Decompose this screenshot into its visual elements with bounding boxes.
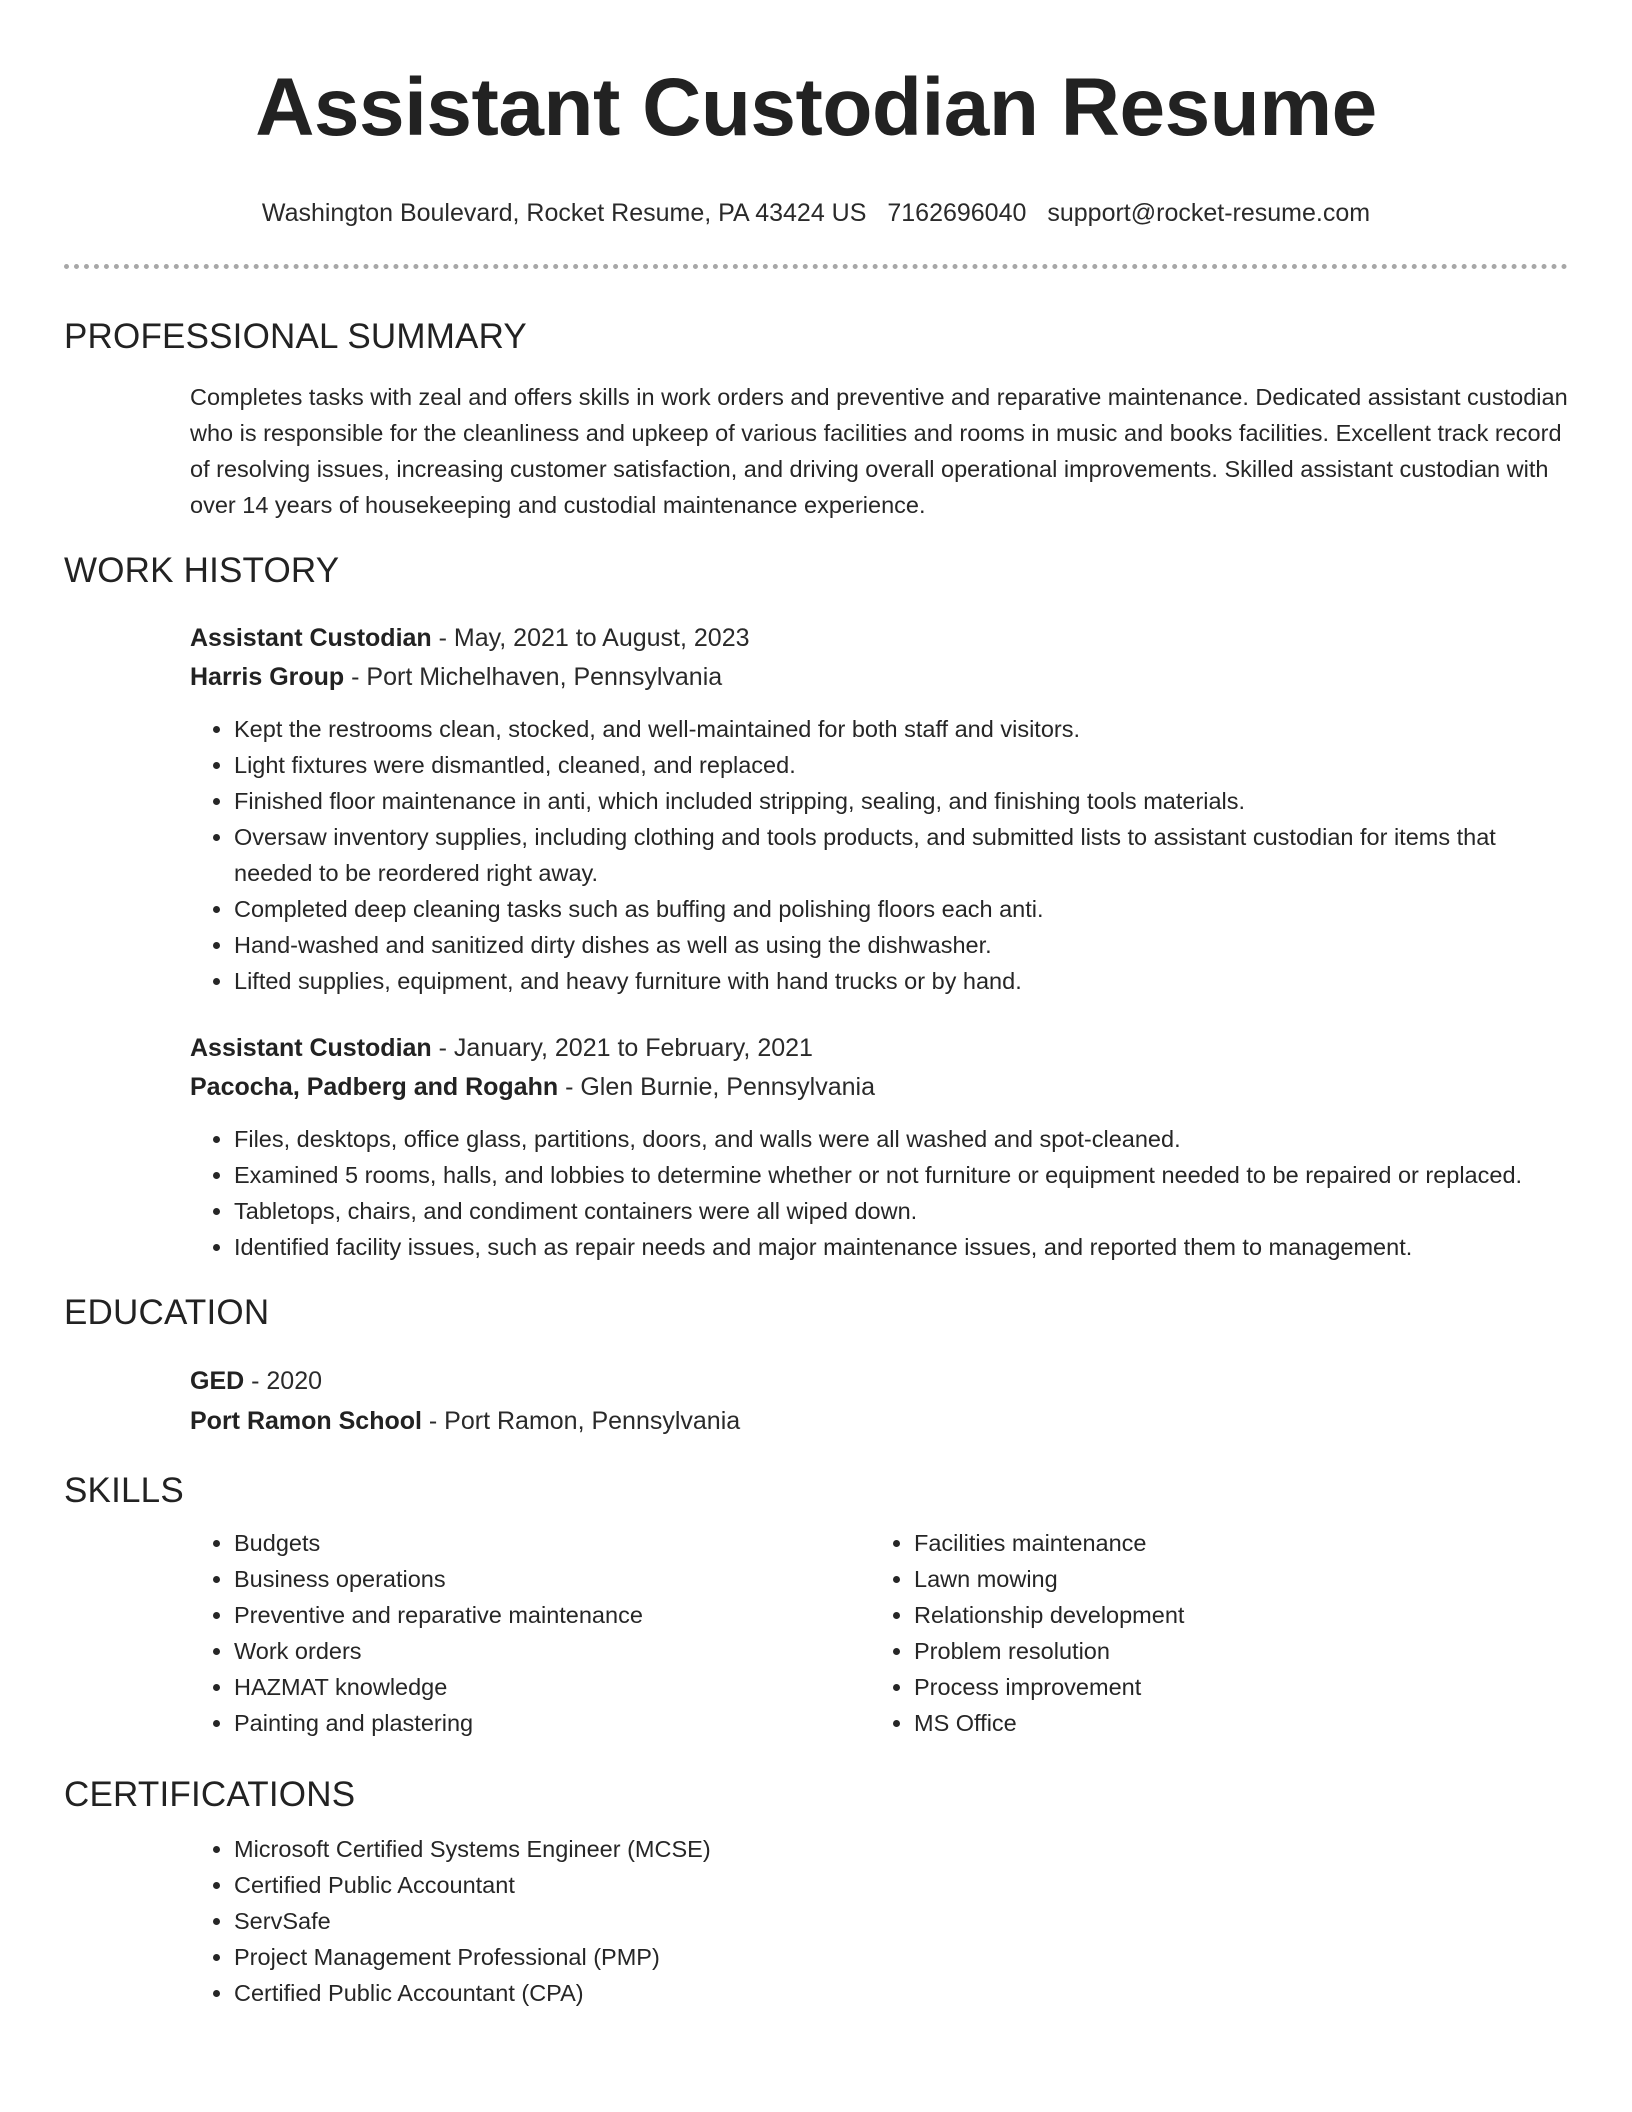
education-year: - 2020: [244, 1367, 323, 1395]
list-item: • Certified Public Accountant (CPA): [234, 1975, 1568, 2011]
job-title: Assistant Custodian: [190, 624, 432, 652]
job-title: Assistant Custodian: [190, 1034, 432, 1062]
certifications-list: [190, 1831, 1568, 2011]
list-item: • Finished floor maintenance in anti, which included stripping, sealing, and finishing tools materials.: [234, 783, 1568, 819]
certifications-block: [190, 1831, 1568, 2011]
list-item: • Relationship development: [914, 1597, 1184, 1633]
education-entry: [190, 1361, 1568, 1441]
contact-line: [64, 196, 1568, 230]
list-item: • Problem resolution: [914, 1633, 1184, 1669]
list-item: • Certified Public Accountant: [234, 1867, 1568, 1903]
job-company: Harris Group: [190, 663, 345, 691]
header-divider: [64, 264, 1568, 269]
skills-column-left: [190, 1525, 870, 1741]
list-item: • Process improvement: [914, 1669, 1184, 1705]
job-title-line: [190, 619, 1568, 658]
list-item: • Identified facility issues, such as repair needs and major maintenance issues, and reported them to management.: [234, 1229, 1568, 1265]
list-item: • Lawn mowing: [914, 1561, 1184, 1597]
job-location: - Port Michelhaven, Pennsylvania: [344, 663, 723, 691]
skills-list-left: [190, 1525, 870, 1741]
summary-heading: PROFESSIONAL SUMMARY: [64, 317, 527, 356]
job-company: Pacocha, Padberg and Rogahn: [190, 1073, 559, 1101]
list-item: • HAZMAT knowledge: [234, 1669, 870, 1705]
list-item: • ServSafe: [234, 1903, 1568, 1939]
list-item: • Business operations: [234, 1561, 870, 1597]
list-item: • Hand-washed and sanitized dirty dishes as well as using the dishwasher.: [234, 927, 1568, 963]
job-dates: - May, 2021 to August, 2023: [431, 624, 750, 652]
job-company-line: [190, 1068, 1568, 1107]
list-item: • Work orders: [234, 1633, 870, 1669]
list-item: • Facilities maintenance: [914, 1525, 1184, 1561]
job-duties-list: [190, 711, 1568, 999]
work-history-heading: WORK HISTORY: [64, 551, 340, 590]
list-item: • Lifted supplies, equipment, and heavy furniture with hand trucks or by hand.: [234, 963, 1568, 999]
list-item: • Painting and plastering: [234, 1705, 870, 1741]
list-item: • Light fixtures were dismantled, cleaned, and replaced.: [234, 747, 1568, 783]
job-location: - Glen Burnie, Pennsylvania: [558, 1073, 875, 1101]
resume-title: Assistant Custodian Resume: [255, 62, 1377, 153]
summary-text: Completes tasks with zeal and offers skills in work orders and preventive and reparative maintenance. Dedicated assistant custodian who is responsible for the cleanliness and upkeep of various facilities and rooms in music and books facilities. Excellent track record of resolving issues, increasing customer satisfaction, and driving overall operational improvements. Skilled assistant custodian with over 14 years of housekeeping and custodial maintenance experience.: [190, 384, 1568, 518]
list-item: • Completed deep cleaning tasks such as buffing and polishing floors each anti.: [234, 891, 1568, 927]
list-item: • Budgets: [234, 1525, 870, 1561]
education-location: - Port Ramon, Pennsylvania: [421, 1407, 741, 1435]
education-heading: EDUCATION: [64, 1293, 270, 1332]
list-item: • Kept the restrooms clean, stocked, and well-maintained for both staff and visitors.: [234, 711, 1568, 747]
skills-columns: [190, 1525, 1568, 1741]
certifications-heading: CERTIFICATIONS: [64, 1775, 356, 1814]
skills-column-right: [870, 1525, 1184, 1741]
list-item: • MS Office: [914, 1705, 1184, 1741]
contact-phone: 7162696040: [887, 199, 1027, 227]
list-item: • Files, desktops, office glass, partitions, doors, and walls were all washed and spot-cleaned.: [234, 1121, 1568, 1157]
job-dates: - January, 2021 to February, 2021: [431, 1034, 813, 1062]
list-item: • Examined 5 rooms, halls, and lobbies to determine whether or not furniture or equipment needed to be repaired or replaced.: [234, 1157, 1568, 1193]
job-entry: [190, 1029, 1568, 1265]
job-entry: [190, 619, 1568, 999]
skills-heading: SKILLS: [64, 1471, 184, 1510]
education-school-line: [190, 1401, 1568, 1441]
education-degree-line: [190, 1361, 1568, 1401]
skills-list-right: [870, 1525, 1184, 1741]
education-school: Port Ramon School: [190, 1407, 422, 1435]
list-item: • Preventive and reparative maintenance: [234, 1597, 870, 1633]
list-item: • Project Management Professional (PMP): [234, 1939, 1568, 1975]
education-degree: GED: [190, 1367, 245, 1395]
list-item: • Tabletops, chairs, and condiment containers were all wiped down.: [234, 1193, 1568, 1229]
contact-address: Washington Boulevard, Rocket Resume, PA 43424 US: [261, 199, 867, 227]
contact-email: support@rocket-resume.com: [1047, 199, 1371, 227]
job-title-line: [190, 1029, 1568, 1068]
list-item: • Oversaw inventory supplies, including clothing and tools products, and submitted lists to assistant custodian for items that needed to be reordered right away.: [234, 819, 1568, 891]
list-item: • Microsoft Certified Systems Engineer (MCSE): [234, 1831, 1568, 1867]
job-company-line: [190, 658, 1568, 697]
job-duties-list: [190, 1121, 1568, 1265]
